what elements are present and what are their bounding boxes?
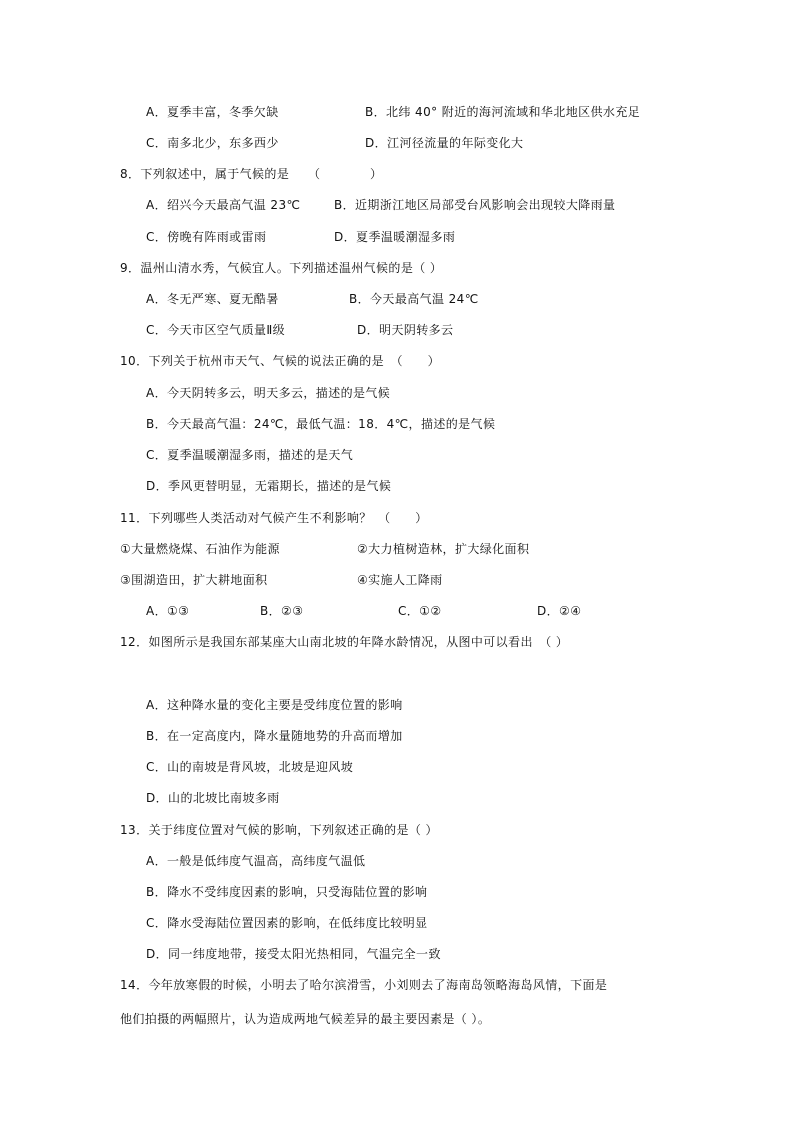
q12-option-b: B．在一定高度内，降水量随地势的升高而增加 <box>146 729 403 743</box>
q9-stem: 9．温州山清水秀，气候宜人。下列描述温州气候的是（ ） <box>120 261 443 275</box>
q12-option-c: C．山的南坡是背风坡，北坡是迎风坡 <box>146 760 354 774</box>
q8-stem: 8．下列叙述中，属于气候的是 （ ） <box>120 167 383 181</box>
q10-option-c: C．夏季温暖潮湿多雨，描述的是天气 <box>146 448 354 462</box>
q11-option-c: C．①② <box>398 604 442 618</box>
q13-option-c: C．降水受海陆位置因素的影响，在低纬度比较明显 <box>146 916 428 930</box>
q7-option-d: D．江河径流量的年际变化大 <box>365 136 524 150</box>
q8-option-d: D．夏季温暖潮湿多雨 <box>334 230 456 244</box>
q10-option-b: B．今天最高气温：24℃，最低气温：18．4℃，描述的是气候 <box>146 417 496 431</box>
q9-option-a: A．冬无严寒、夏无酷暑 <box>146 292 279 306</box>
q11-item-1: ①大量燃烧煤、石油作为能源 <box>120 542 280 556</box>
q13-stem: 13．关于纬度位置对气候的影响，下列叙述正确的是（ ） <box>120 823 438 837</box>
q9-option-b: B．今天最高气温 24℃ <box>349 292 479 306</box>
q11-item-4: ④实施人工降雨 <box>357 573 443 587</box>
q9-option-d: D．明天阴转多云 <box>357 323 454 337</box>
q8-option-b: B．近期浙江地区局部受台风影响会出现较大降雨量 <box>334 198 616 212</box>
q13-option-a: A．一般是低纬度气温高，高纬度气温低 <box>146 854 366 868</box>
q11-option-a: A．①③ <box>146 604 190 618</box>
q7-option-a: A．夏季丰富，冬季欠缺 <box>146 105 279 119</box>
q8-option-c: C．傍晚有阵雨或雷雨 <box>146 230 267 244</box>
q13-option-b: B．降水不受纬度因素的影响，只受海陆位置的影响 <box>146 885 428 899</box>
q10-stem: 10．下列关于杭州市天气、气候的说法正确的是 （ ） <box>120 354 441 368</box>
q7-option-b: B．北纬 40° 附近的海河流域和华北地区供水充足 <box>365 105 641 119</box>
q11-item-3: ③围湖造田，扩大耕地面积 <box>120 573 268 587</box>
q7-option-c: C．南多北少，东多西少 <box>146 136 279 150</box>
q14-stem-line-2: 他们拍摄的两幅照片，认为造成两地气候差异的最主要因素是（ ）。 <box>120 1012 491 1026</box>
q10-option-d: D．季风更替明显，无霜期长，描述的是气候 <box>146 479 392 493</box>
q11-option-b: B．②③ <box>260 604 304 618</box>
q11-option-d: D．②④ <box>537 604 582 618</box>
q13-option-d: D．同一纬度地带，接受太阳光热相同，气温完全一致 <box>146 947 441 961</box>
q12-stem: 12．如图所示是我国东部某座大山南北坡的年降水龄情况，从图中可以看出 （ ） <box>120 635 569 649</box>
q8-option-a: A．绍兴今天最高气温 23℃ <box>146 198 301 212</box>
q12-option-a: A．这种降水量的变化主要是受纬度位置的影响 <box>146 698 403 712</box>
q12-option-d: D．山的北坡比南坡多雨 <box>146 791 280 805</box>
q14-stem-line-1: 14．今年放寒假的时候，小明去了哈尔滨滑雪，小刘则去了海南岛领略海岛风情，下面是 <box>120 978 608 992</box>
q11-stem: 11．下列哪些人类活动对气候产生不利影响？ （ ） <box>120 511 428 525</box>
q9-option-c: C．今天市区空气质量Ⅱ级 <box>146 323 286 337</box>
q10-option-a: A．今天阴转多云，明天多云，描述的是气候 <box>146 386 391 400</box>
q11-item-2: ②大力植树造林，扩大绿化面积 <box>357 542 530 556</box>
